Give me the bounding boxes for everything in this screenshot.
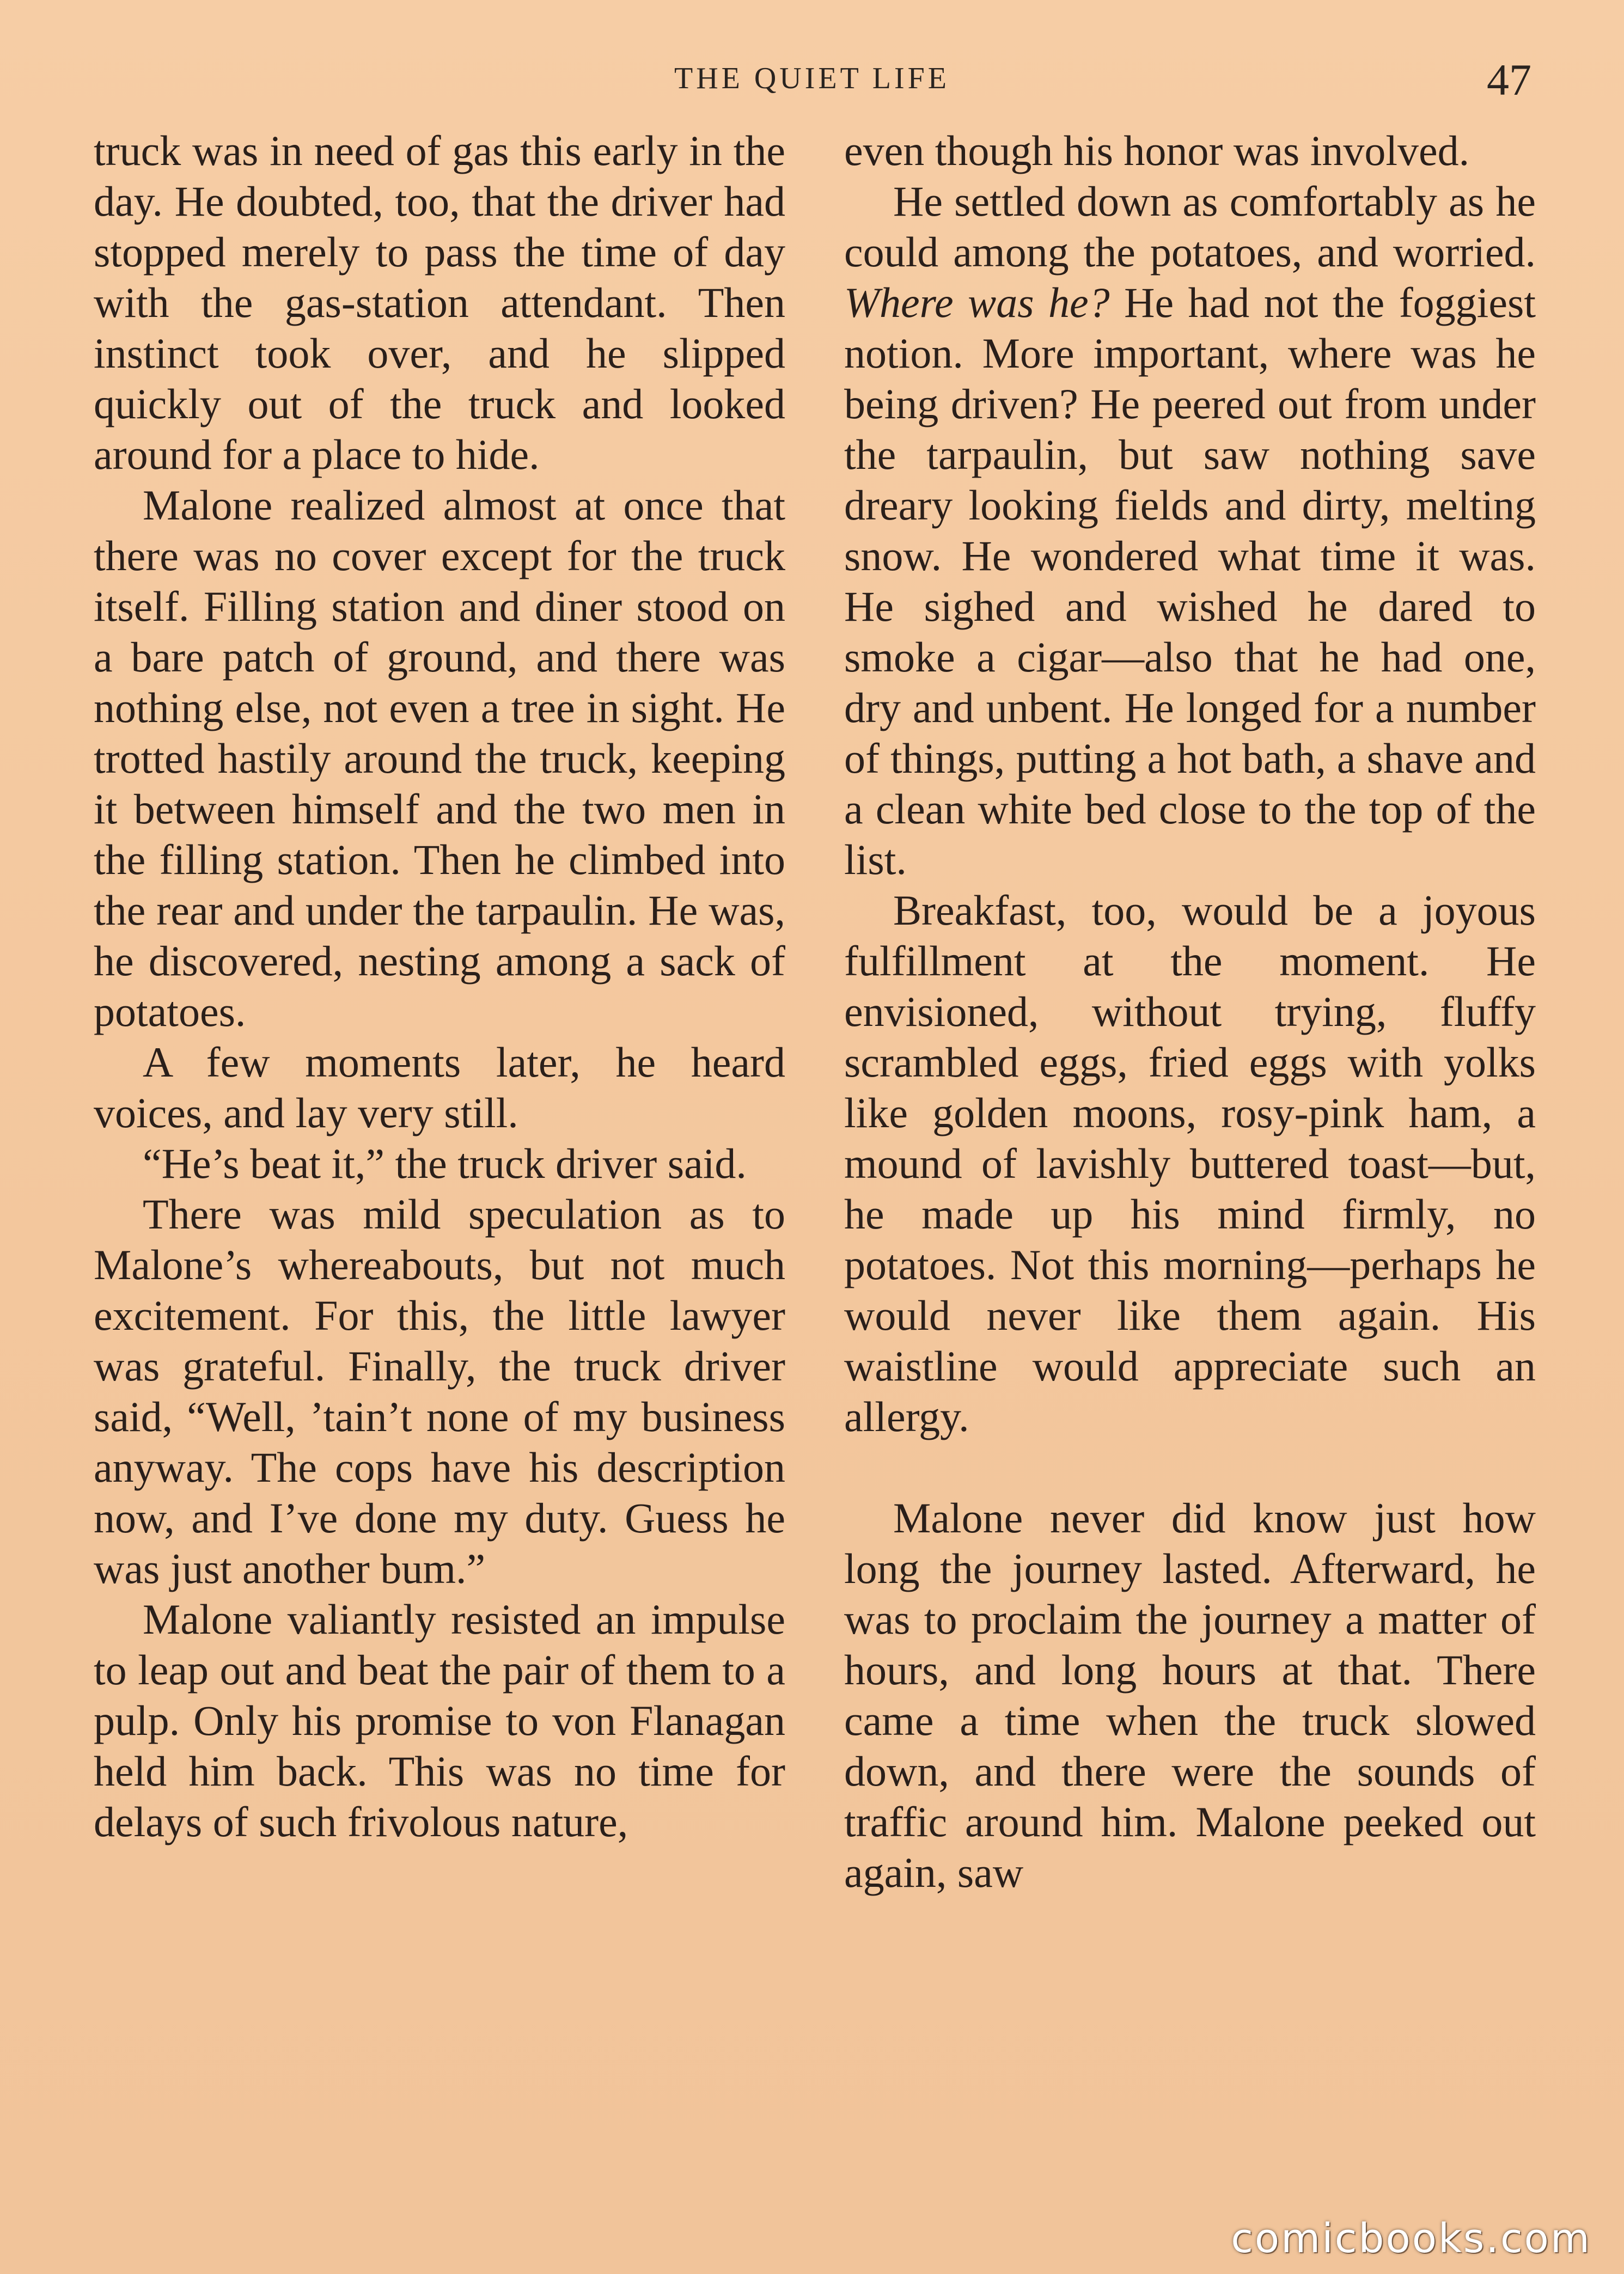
paragraph: Malone realized almost at once that there was no cover except for the truck itself. Filling station and diner stood on a bare patch of ground, and there was nothing else, not even a tree in sight. He trotted hastily around the truck, keeping it between himself and the two men in the filling station. Then he climbed into the rear and under the tarpaulin. He was, he discovered, nesting among a sack of potatoes. xyxy=(94,481,785,1035)
paragraph: truck was in need of gas this early in the day. He doubted, too, that the driver had stopped merely to pass the time of day with the gas-station attendant. Then instinct took over, and he slipped quickly out of the truck and looked around for a place to hide. xyxy=(94,127,785,478)
paragraph: Malone never did know just how long the journey lasted. Afterward, he was to proclaim the journey a matter of hours, and long hours at that. There came a time when the truck slowed down, and there were the sounds of traffic around him. Malone peeked out again, saw xyxy=(844,1494,1536,1896)
watermark-logo: comicbooks.com xyxy=(1231,2215,1591,2262)
paragraph-text: He settled down as comfortably as he could among the potatoes, and worried. xyxy=(844,178,1536,276)
running-title: THE QUIET LIFE xyxy=(674,62,950,95)
italic-phrase: Where was he? xyxy=(844,279,1110,326)
right-column xyxy=(844,125,1536,1898)
paragraph: even though his honor was involved. xyxy=(844,127,1470,174)
paragraph-text: He had not the foggiest notion. More important, where was he being driven? He peered out from under the tarpaulin, but saw nothing save dreary looking fields and dirty, melting snow. He wondered what time it was. He sighed and wished he dared to smoke a cigar—also that he had one, dry and unbent. He longed for a number of things, putting a hot bath, a shave and a clean white bed close to the top of the list. xyxy=(844,279,1536,883)
paragraph: There was mild speculation as to Malone’s whereabouts, but not much excitement. For this, the little lawyer was grateful. Finally, the truck driver said, “Well, ’tain’t none of my business anyway. The cops have his description now, and I’ve done my duty. Guess he was just another bum.” xyxy=(94,1190,785,1592)
paragraph: Breakfast, too, would be a joyous fulfillment at the moment. He envisioned, without trying, fluffy scrambled eggs, fried eggs with yolks like golden moons, rosy-pink ham, a mound of lavishly buttered toast—but, he made up his mind firmly, no potatoes. Not this morning—perhaps he would never like them again. His waistline would appreciate such an allergy. xyxy=(844,887,1536,1440)
paragraph: “He’s beat it,” the truck driver said. xyxy=(143,1140,747,1187)
paragraph: Malone valiantly resisted an impulse to leap out and beat the pair of them to a pulp. Only his promise to von Flanagan held him back. This was no time for delays of such frivolous nature, xyxy=(94,1596,785,1845)
paragraph: A few moments later, he heard voices, and lay very still. xyxy=(94,1038,785,1136)
page-number: 47 xyxy=(1487,55,1531,105)
paragraph xyxy=(844,176,1536,885)
left-column xyxy=(94,125,785,1847)
